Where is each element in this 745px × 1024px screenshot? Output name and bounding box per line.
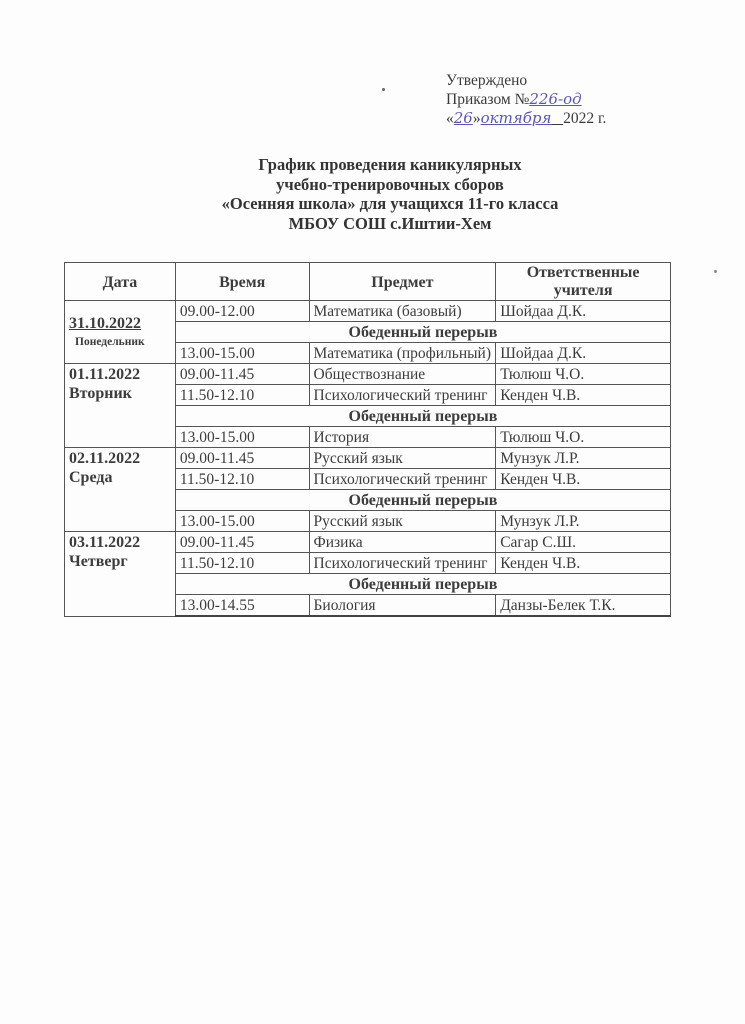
time-cell: 13.00-15.00 (175, 427, 309, 448)
lunch-break-label: Обеденный перерыв (175, 322, 670, 343)
approval-line-1: Утверждено (446, 72, 528, 89)
table-row (65, 364, 671, 385)
date-value: 02.11.2022 (69, 450, 141, 467)
open-quote: « (446, 110, 454, 127)
order-label: Приказом № (446, 91, 530, 108)
subject-cell: Математика (профильный) (309, 343, 496, 364)
teacher-cell: Шойдаа Д.К. (496, 343, 671, 364)
close-quote: » (472, 110, 481, 127)
subject-cell: Математика (базовый) (309, 301, 496, 322)
approval-line-2 (446, 90, 606, 109)
header-subject: Предмет (309, 263, 496, 301)
title-line-4: МБОУ СОШ с.Иштии-Хем (288, 213, 492, 233)
date-value: 31.10.2022 (69, 314, 141, 332)
time-cell: 13.00-14.55 (175, 595, 309, 617)
header-time: Время (175, 263, 309, 301)
subject-cell: Физика (309, 532, 496, 553)
date-cell (65, 301, 176, 364)
day-handwritten: 26 (453, 109, 473, 127)
date-cell (65, 364, 176, 448)
table-header-row (65, 263, 671, 301)
document-title (150, 155, 630, 233)
scan-speck (382, 88, 385, 91)
header-date: Дата (65, 263, 176, 301)
scan-speck (714, 270, 717, 273)
teacher-cell: Тюлюш Ч.О. (496, 427, 671, 448)
weekday-value: Четверг (69, 553, 128, 570)
date-cell (65, 448, 176, 532)
lunch-break-label: Обеденный перерыв (175, 574, 670, 595)
time-cell: 13.00-15.00 (175, 511, 309, 532)
subject-cell: Психологический тренинг (309, 553, 496, 574)
teacher-cell: Тюлюш Ч.О. (496, 364, 671, 385)
time-cell: 13.00-15.00 (175, 343, 309, 364)
year-text: 2022 г. (563, 110, 607, 127)
title-line-2: учебно-тренировочных сборов (276, 174, 504, 194)
teacher-cell: Мунзук Л.Р. (496, 511, 671, 532)
teacher-cell: Мунзук Л.Р. (496, 448, 671, 469)
date-value: 01.11.2022 (69, 366, 141, 383)
subject-cell: Русский язык (309, 511, 496, 532)
time-cell: 11.50-12.10 (175, 553, 309, 574)
time-cell: 09.00-11.45 (175, 448, 309, 469)
subject-cell: Психологический тренинг (309, 469, 496, 490)
time-cell: 11.50-12.10 (175, 469, 309, 490)
weekday-value: Понедельник (75, 335, 145, 348)
subject-cell: Русский язык (309, 448, 496, 469)
subject-cell: Психологический тренинг (309, 385, 496, 406)
teacher-cell: Шойдаа Д.К. (496, 301, 671, 322)
lunch-break-label: Обеденный перерыв (175, 490, 670, 511)
month-handwritten: октября (480, 109, 552, 127)
order-number-handwritten: 226-од (529, 90, 582, 108)
approval-stamp-block (446, 72, 606, 128)
table-row (65, 448, 671, 469)
schedule-table (64, 262, 671, 617)
subject-cell: История (309, 427, 496, 448)
teacher-cell: Кенден Ч.В. (496, 553, 671, 574)
lunch-break-label: Обеденный перерыв (175, 406, 670, 427)
teacher-cell: Данзы-Белек Т.К. (496, 595, 671, 617)
header-teachers: Ответственные учителя (496, 263, 671, 301)
table-row (65, 532, 671, 553)
weekday-value: Вторник (69, 385, 132, 402)
teacher-cell: Кенден Ч.В. (496, 469, 671, 490)
title-line-1: График проведения каникулярных (258, 155, 522, 174)
time-cell: 09.00-11.45 (175, 532, 309, 553)
date-value: 03.11.2022 (69, 534, 141, 551)
time-cell: 11.50-12.10 (175, 385, 309, 406)
subject-cell: Биология (309, 595, 496, 617)
teacher-cell: Сагар С.Ш. (496, 532, 671, 553)
approval-line-3 (446, 109, 606, 128)
schedule-body (65, 301, 671, 617)
weekday-value: Среда (69, 469, 113, 486)
table-row (65, 301, 671, 322)
time-cell: 09.00-11.45 (175, 364, 309, 385)
teacher-cell: Кенден Ч.В. (496, 385, 671, 406)
subject-cell: Обществознание (309, 364, 496, 385)
date-cell (65, 532, 176, 617)
time-cell: 09.00-12.00 (175, 301, 309, 322)
title-line-3: «Осенняя школа» для учащихся 11-го класса (221, 194, 559, 213)
